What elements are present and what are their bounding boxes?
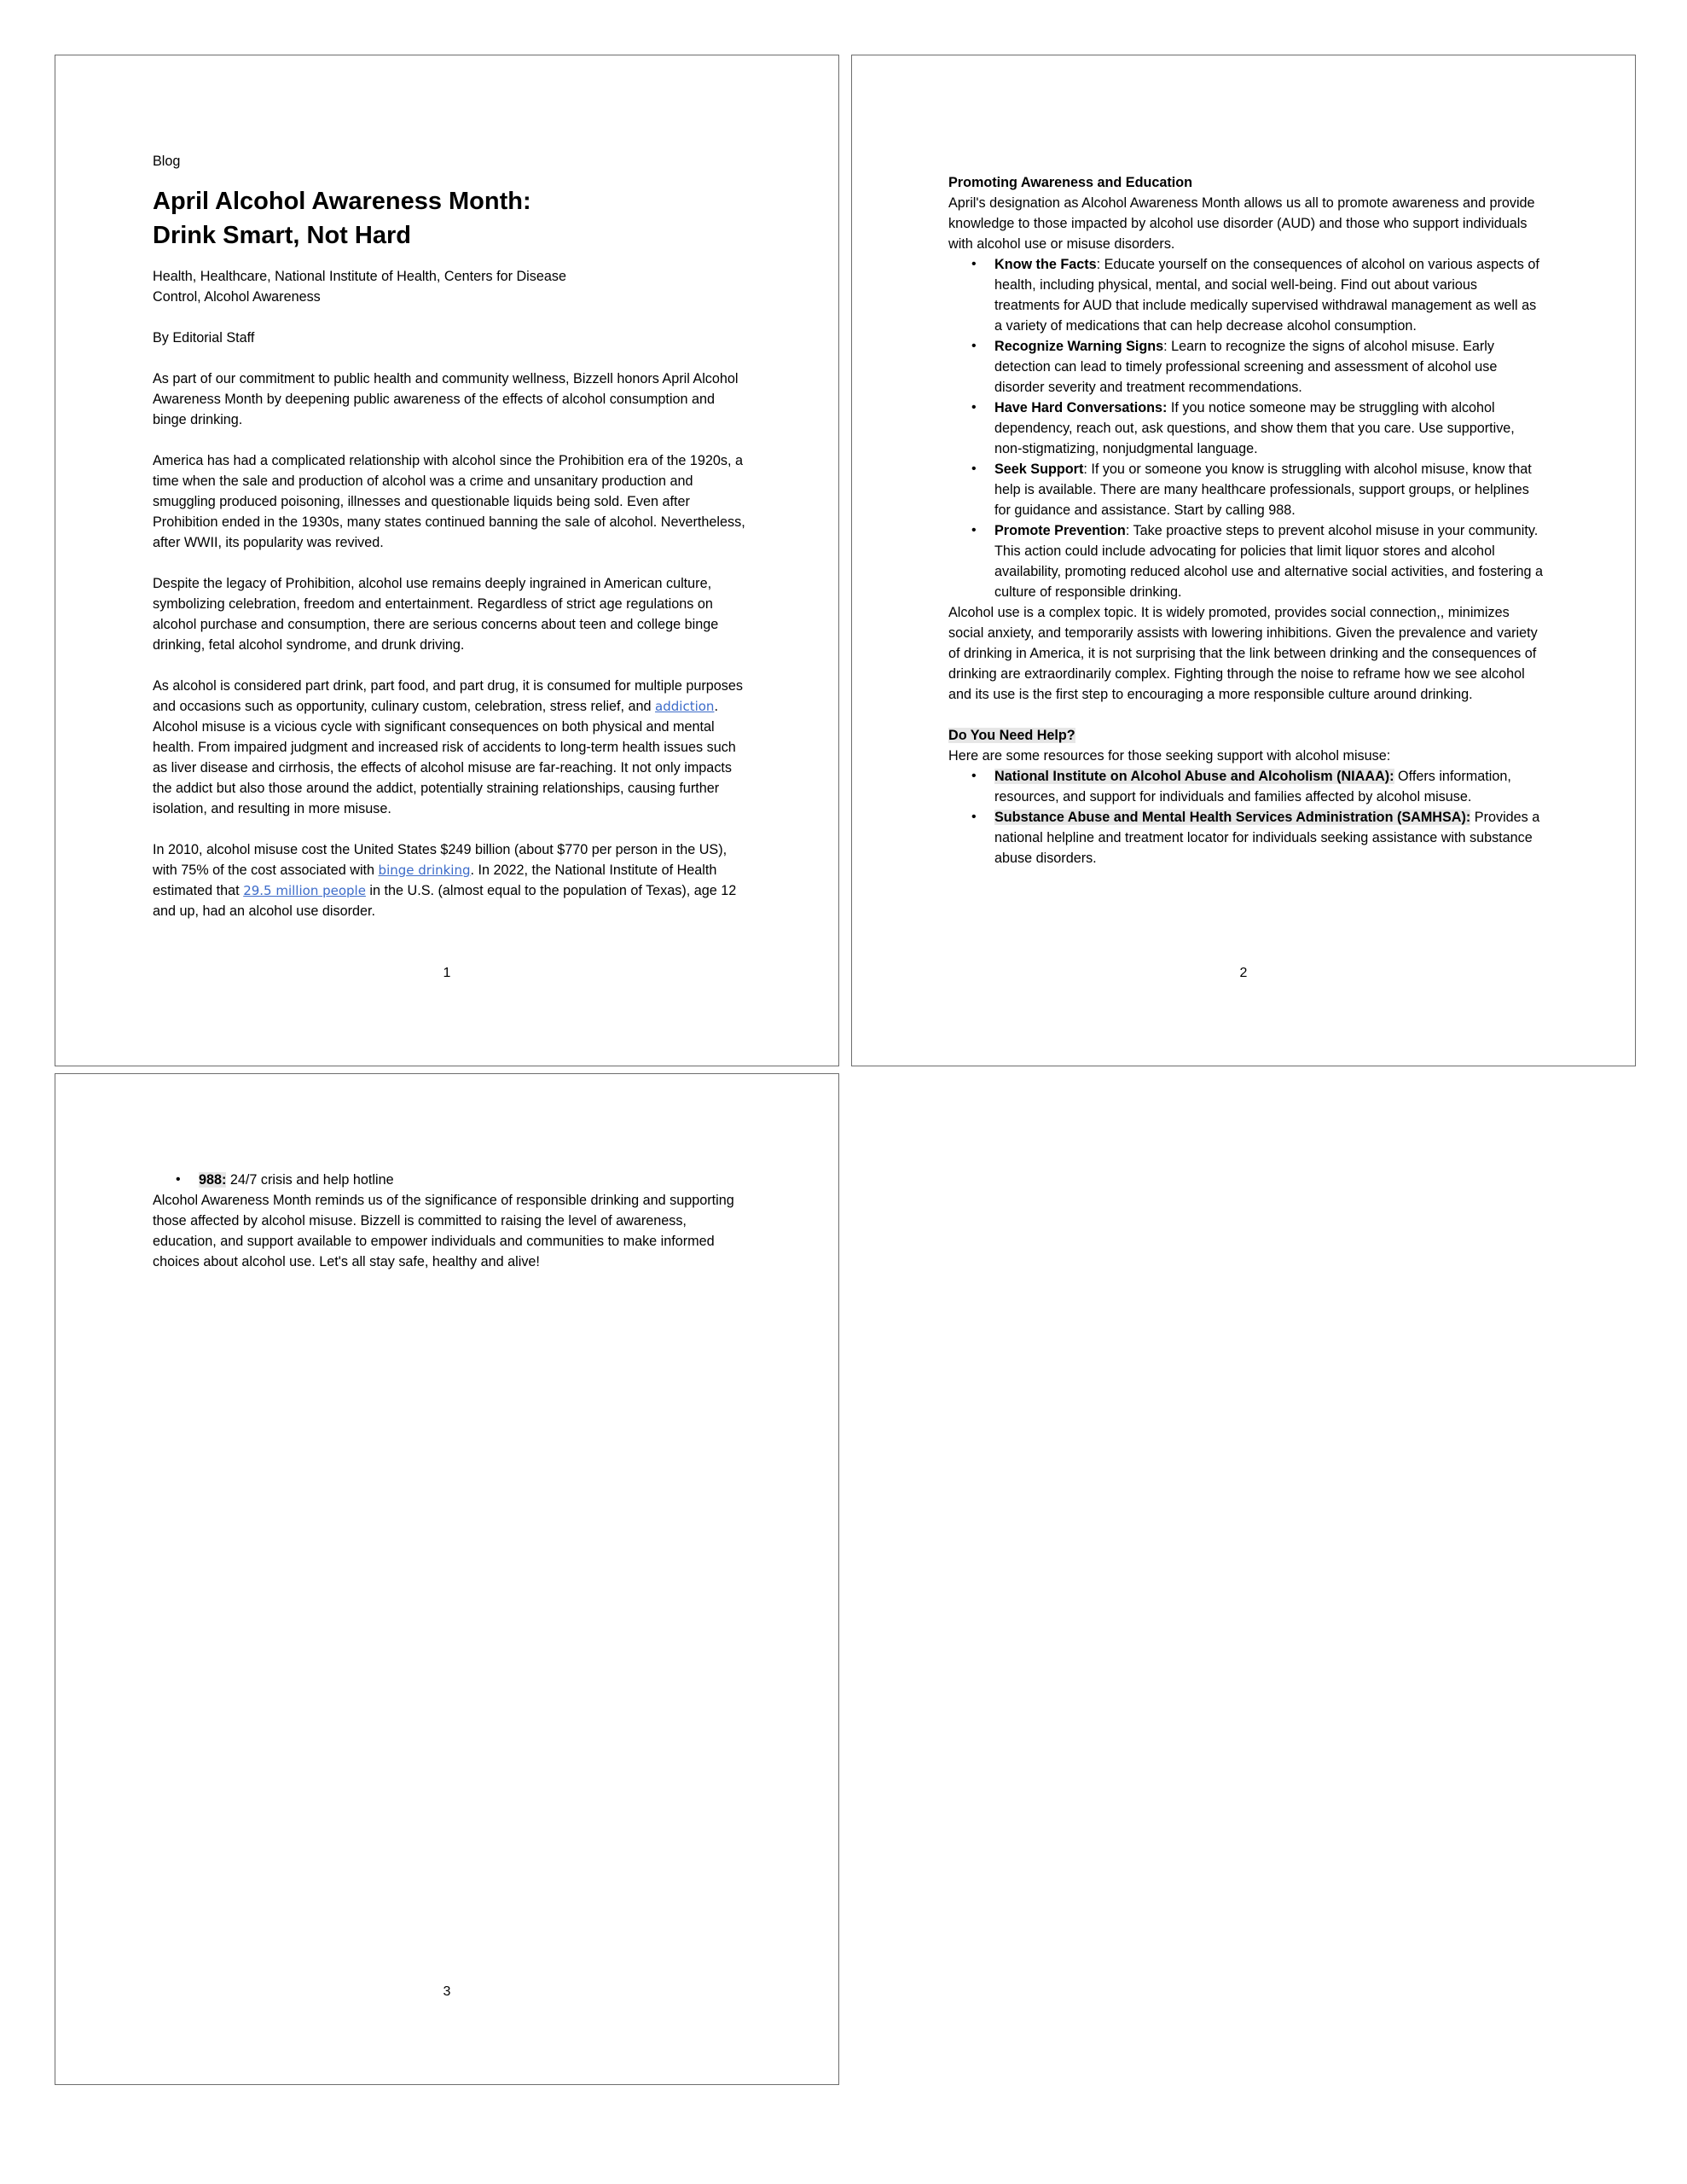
paragraph-intro: As part of our commitment to public health and community wellness, Bizzell honors April Alcohol Awareness Month by deepening public awareness of the effects of alcohol consumption and binge drinking.	[153, 371, 739, 427]
resource-item	[948, 766, 1545, 807]
awareness-bullet-item	[948, 336, 1545, 398]
resource-item	[948, 807, 1545, 868]
page-number: 2	[1239, 966, 1248, 980]
awareness-intro: April's designation as Alcohol Awareness Month allows us all to promote awareness and provide knowledge to those impacted by alcohol use disorder (AUD) and those who support individuals with alcohol use or misuse disorders.	[948, 195, 1535, 252]
bullet-label: Promote Prevention	[994, 523, 1126, 538]
paragraph-cost	[153, 839, 750, 921]
byline: By Editorial Staff	[153, 330, 255, 346]
para4-text-b: . Alcohol misuse is a vicious cycle with significant consequences on both physical and mental health. From impaired judgment and increased risk of accidents to long-term health issues such as liver disease and cirrhosis, the effects of alcohol misuse are far-reaching. It not only impacts the addict but also those around the addict, potentially straining relationships, causing further isolation, and resulting in more misuse.	[153, 699, 736, 816]
bullet-text: If you notice someone may be struggling with alcohol dependency, reach out, ask questions, and show them that you care. Use supportive, non-stigmatizing, nonjudgmental language.	[994, 400, 1515, 456]
section-heading-awareness: Promoting Awareness and Education	[948, 175, 1193, 190]
page-number: 1	[443, 966, 451, 980]
para5-text-a: In 2010, alcohol misuse cost the United States $249 billion (about $770 per person in the US), with 75% of the cost associated with	[153, 842, 728, 878]
paragraph-history: America has had a complicated relationship with alcohol since the Prohibition era of the 1920s, a time when the sale and production of alcohol was a crime and unsanitary production and smuggling produced poisoning, illnesses and questionable liquids being sold. Even after Prohibition ended in the 1930s, many states continued banning the sale of alcohol. Nevertheless, after WWII, its popularity was revived.	[153, 453, 745, 550]
page-1-content	[153, 151, 750, 921]
awareness-bullet-list	[948, 254, 1545, 602]
resource-bullet-list	[948, 766, 1545, 868]
addiction-link[interactable]: addiction	[655, 699, 715, 714]
bullet-label: Substance Abuse and Mental Health Services Administration (SAMHSA):	[994, 810, 1471, 825]
paragraph-misuse	[153, 676, 750, 819]
million-people-link[interactable]: 29.5 million people	[243, 883, 366, 898]
title-line-1: April Alcohol Awareness Month:	[153, 188, 531, 215]
paragraph-culture: Despite the legacy of Prohibition, alcohol use remains deeply ingrained in American culture, symbolizing celebration, freedom and entertainment. Regardless of strict age regulations on alcohol purchase and consumption, there are serious concerns about teen and college binge drinking, fetal alcohol syndrome, and drunk driving.	[153, 576, 719, 653]
awareness-bullet-item	[948, 254, 1545, 336]
resource-label: 988:	[199, 1172, 227, 1188]
title-line-2: Drink Smart, Not Hard	[153, 222, 411, 249]
page-3-content	[153, 1170, 750, 1272]
awareness-bullet-item	[948, 398, 1545, 459]
bullet-text: Offers information, resources, and support for individuals and families affected by alcohol misuse.	[994, 769, 1511, 804]
closing-paragraph: Alcohol Awareness Month reminds us of the significance of responsible drinking and supporting those affected by alcohol misuse. Bizzell is committed to raising the level of awareness, education, and support available to empower individuals and communities to make informed choices about alcohol use. Let's all stay safe, healthy and alive!	[153, 1193, 734, 1269]
help-intro: Here are some resources for those seeking support with alcohol misuse:	[948, 748, 1391, 764]
blog-kicker: Blog	[153, 154, 181, 169]
document-page-1	[55, 55, 839, 1066]
awareness-bullet-item	[948, 520, 1545, 602]
binge-drinking-link[interactable]: binge drinking	[378, 863, 471, 878]
para5-text-b: . In 2022, the National Institute of Health estimated that	[153, 863, 717, 898]
awareness-bullet-item	[948, 459, 1545, 520]
article-tags	[153, 266, 750, 307]
bullet-text: : Take proactive steps to prevent alcohol misuse in your community. This action could include advocating for policies that limit liquor stores and alcohol availability, promoting reduced alcohol use and alternative social activities, and fostering a culture of responsible drinking.	[994, 523, 1544, 600]
bullet-label: National Institute on Alcohol Abuse and Alcoholism (NIAAA):	[994, 769, 1394, 784]
document-page-2	[851, 55, 1636, 1066]
article-title	[153, 184, 750, 253]
paragraph-complex-topic: Alcohol use is a complex topic. It is widely promoted, provides social connection,, minimizes social anxiety, and temporarily assists with lowering inhibitions. Given the prevalence and variety of drinking in America, it is not surprising that the link between drinking and the consequences of drinking are extraordinarily complex. Fighting through the noise to reframe how we see alcohol and its use is the first step to encouraging a more responsible culture around drinking.	[948, 605, 1538, 702]
bullet-label: Know the Facts	[994, 257, 1097, 272]
page-number: 3	[443, 1984, 451, 1999]
bullet-text: Provides a national helpline and treatment locator for individuals seeking assistance with substance abuse disorders.	[994, 810, 1540, 866]
bullet-label: Have Hard Conversations:	[994, 400, 1168, 415]
bullet-text: : If you or someone you know is struggling with alcohol misuse, know that help is available. There are many healthcare professionals, support groups, or helplines for guidance and assistance. Start by calling 988.	[994, 462, 1532, 518]
para5-text-c: in the U.S. (almost equal to the population of Texas), age 12 and up, had an alcohol use disorder.	[153, 883, 737, 919]
tags-line-2: Control, Alcohol Awareness	[153, 289, 321, 305]
hotline-bullet-list	[153, 1170, 750, 1190]
resource-item-988	[153, 1170, 750, 1190]
para4-text-a: As alcohol is considered part drink, part food, and part drug, it is consumed for multiple purposes and occasions such as opportunity, culinary custom, celebration, stress relief, and	[153, 678, 743, 714]
help-heading-text: Do You Need Help?	[948, 728, 1075, 743]
bullet-text: : Learn to recognize the signs of alcohol misuse. Early detection can lead to timely professional screening and assessment of alcohol use disorder severity and treatment recommendations.	[994, 339, 1498, 395]
page-2-content	[948, 172, 1545, 868]
document-page-3	[55, 1073, 839, 2085]
bullet-label: Seek Support	[994, 462, 1084, 477]
section-heading-help	[948, 725, 1545, 746]
bullet-text: : Educate yourself on the consequences of alcohol on various aspects of health, including physical, mental, and social well-being. Find out about various treatments for AUD that include medically supervised withdrawal management as well as a variety of medications that can help decrease alcohol consumption.	[994, 257, 1539, 334]
tags-line-1: Health, Healthcare, National Institute of Health, Centers for Disease	[153, 269, 566, 284]
resource-text: 24/7 crisis and help hotline	[226, 1172, 394, 1188]
bullet-label: Recognize Warning Signs	[994, 339, 1164, 354]
